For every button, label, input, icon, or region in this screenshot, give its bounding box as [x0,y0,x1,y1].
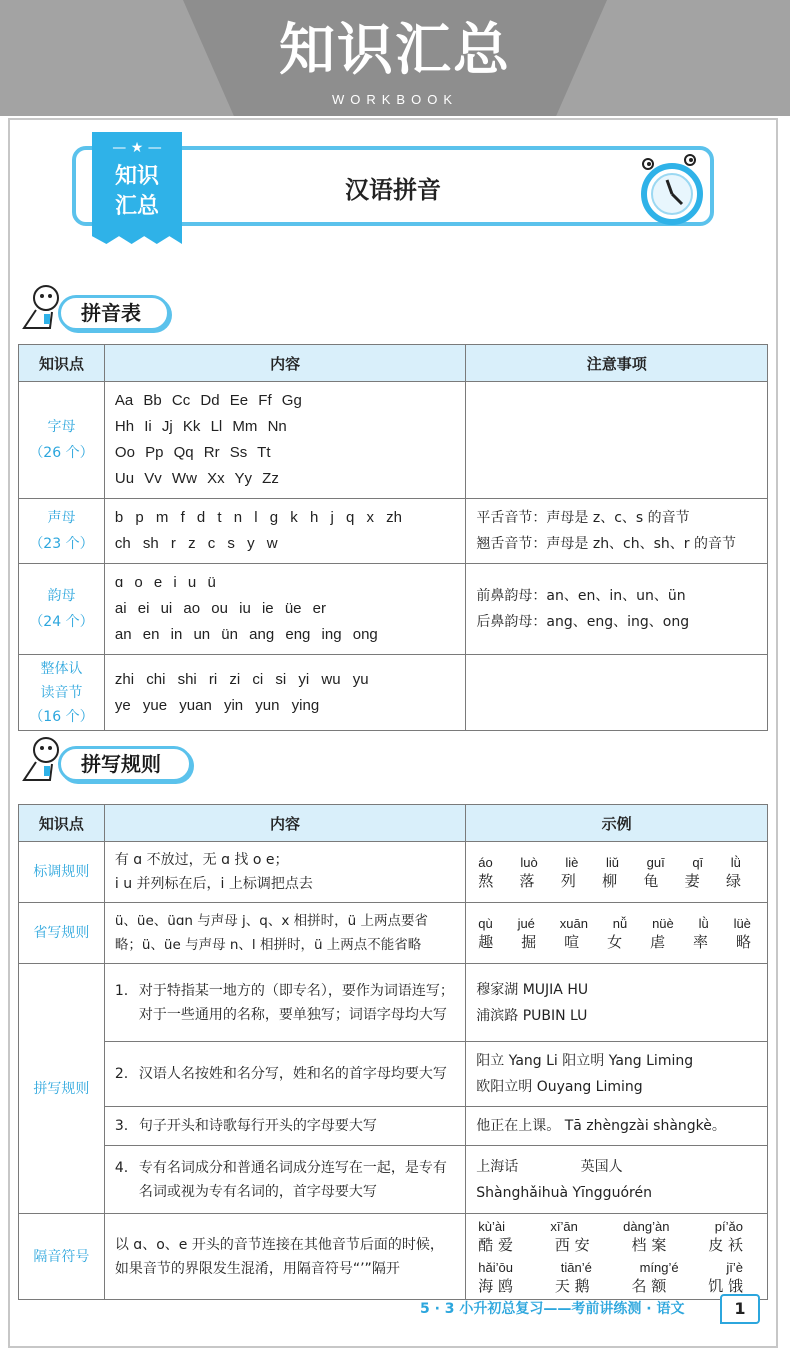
row-example: 他正在上课。 Tā zhèngzài shàngkè。 [466,1107,768,1146]
row-content: 以 ɑ、o、e 开头的音节连接在其他音节后面的时候，如果音节的界限发生混淆，用隔音符号“’”隔开 [104,1214,465,1300]
row-content: ü、üe、üɑn 与声母 j、q、x 相拼时，ü 上两点要省 略；ü、üe 与声母 n、l 相拼时，ü 上两点不能省略 [104,903,465,964]
table-row [19,382,768,499]
page-header-subtitle: WORKBOOK [331,92,458,107]
row-example: kù’ài xī’ān dàng’àn pí’ǎo 酷 爱 西 安 档 案 皮 袄 hǎi’ōu tiān’é míng’é jī’è 海 鸥 天 鹅 名 额 饥 饿 [466,1214,768,1300]
row-example: áo luò liè liǔ guī qī lǜ 熬 落 列 柳 龟 妻 绿 [466,842,768,903]
topic-title: 汉语拼音 [345,176,441,204]
row-note [466,655,768,731]
clock-icon [632,150,710,228]
page-header-title: 知识汇总 [279,18,511,83]
footer-text: 5 · 3 小升初总复习——考前讲练测 · 语文 [420,1301,685,1317]
row-content: ɑ o e i u ü ai ei ui ao ou iu ie üe er an en in un ün ang eng ing ong [104,564,465,655]
row-note: 前鼻韵母：an、en、in、un、ün 后鼻韵母：ang、eng、ing、ong [466,564,768,655]
table-row [19,655,768,731]
pinyin-table [18,344,768,731]
row-example: qù jué xuān nǚ nüè lǜ lüè 趣 掘 喧 女 虐 率 略 [466,903,768,964]
section-tag-spelling-rules: 拼写规则 [58,746,192,782]
star-icon: — ★ — [112,140,162,156]
row-label: 声母 （23 个） [19,499,105,564]
row-content: zhi chi shi ri zi ci si yi wu yu ye yue yuan yin yun ying [104,655,465,731]
rule-item: 2. 汉语人名按姓和名分写，姓和名的首字母均要大写 [104,1042,465,1107]
table-row [19,964,768,1042]
row-label: 隔音符号 [19,1214,105,1300]
row-label: 拼写规则 [19,964,105,1214]
column-header: 知识点 [19,805,105,842]
table-row [19,1214,768,1300]
column-header: 内容 [104,345,465,382]
rule-item: 4. 专有名词成分和普通名词成分连写在一起，是专有名词或视为专有名词的，首字母要大写 [104,1146,465,1214]
row-example: 穆家湖 MUJIA HU 浦滨路 PUBIN LU [466,964,768,1042]
ribbon-label: 知识 汇总 [114,164,159,219]
column-header: 注意事项 [466,345,768,382]
section-tag-pinyin-table: 拼音表 [58,295,170,331]
table-header-row [19,345,768,382]
column-header: 知识点 [19,345,105,382]
table-row [19,1146,768,1214]
row-note: 平舌音节：声母是 z、c、s 的音节 翘舌音节：声母是 zh、ch、sh、r 的音节 [466,499,768,564]
mascot-icon [16,736,64,786]
row-example: 上海话 英国人 Shànghǎihuà Yīngguórén [466,1146,768,1214]
table-header-row [19,805,768,842]
row-label: 整体认 读音节 （16 个） [19,655,105,731]
rule-item: 1. 对于特指某一地方的（即专名），要作为词语连写；对于一些通用的名称，要单独写；词语字母均大写 [104,964,465,1042]
table-row [19,1042,768,1107]
mascot-icon [16,284,64,334]
table-row [19,564,768,655]
row-label: 省写规则 [19,903,105,964]
page-number: 1 [720,1294,760,1324]
row-note [466,382,768,499]
row-label: 标调规则 [19,842,105,903]
column-header: 内容 [104,805,465,842]
row-content: Aa Bb Cc Dd Ee Ff Gg Hh Ii Jj Kk Ll Mm Nn Oo Pp Qq Rr Ss Tt Uu Vv Ww Xx Yy Zz [104,382,465,499]
table-row [19,499,768,564]
table-row [19,903,768,964]
rule-item: 3. 句子开头和诗歌每行开头的字母要大写 [104,1107,465,1146]
table-row [19,1107,768,1146]
row-content: b p m f d t n l g k h j q x zh ch sh r z c s y w [104,499,465,564]
table-row [19,842,768,903]
row-content: 有 ɑ 不放过，无 ɑ 找 o e； i u 并列标在后，i 上标调把点去 [104,842,465,903]
row-example: 阳立 Yang Li 阳立明 Yang Liming 欧阳立明 Ouyang Liming [466,1042,768,1107]
spelling-rules-table [18,804,768,1300]
row-label: 字母 （26 个） [19,382,105,499]
row-label: 韵母 （24 个） [19,564,105,655]
column-header: 示例 [466,805,768,842]
